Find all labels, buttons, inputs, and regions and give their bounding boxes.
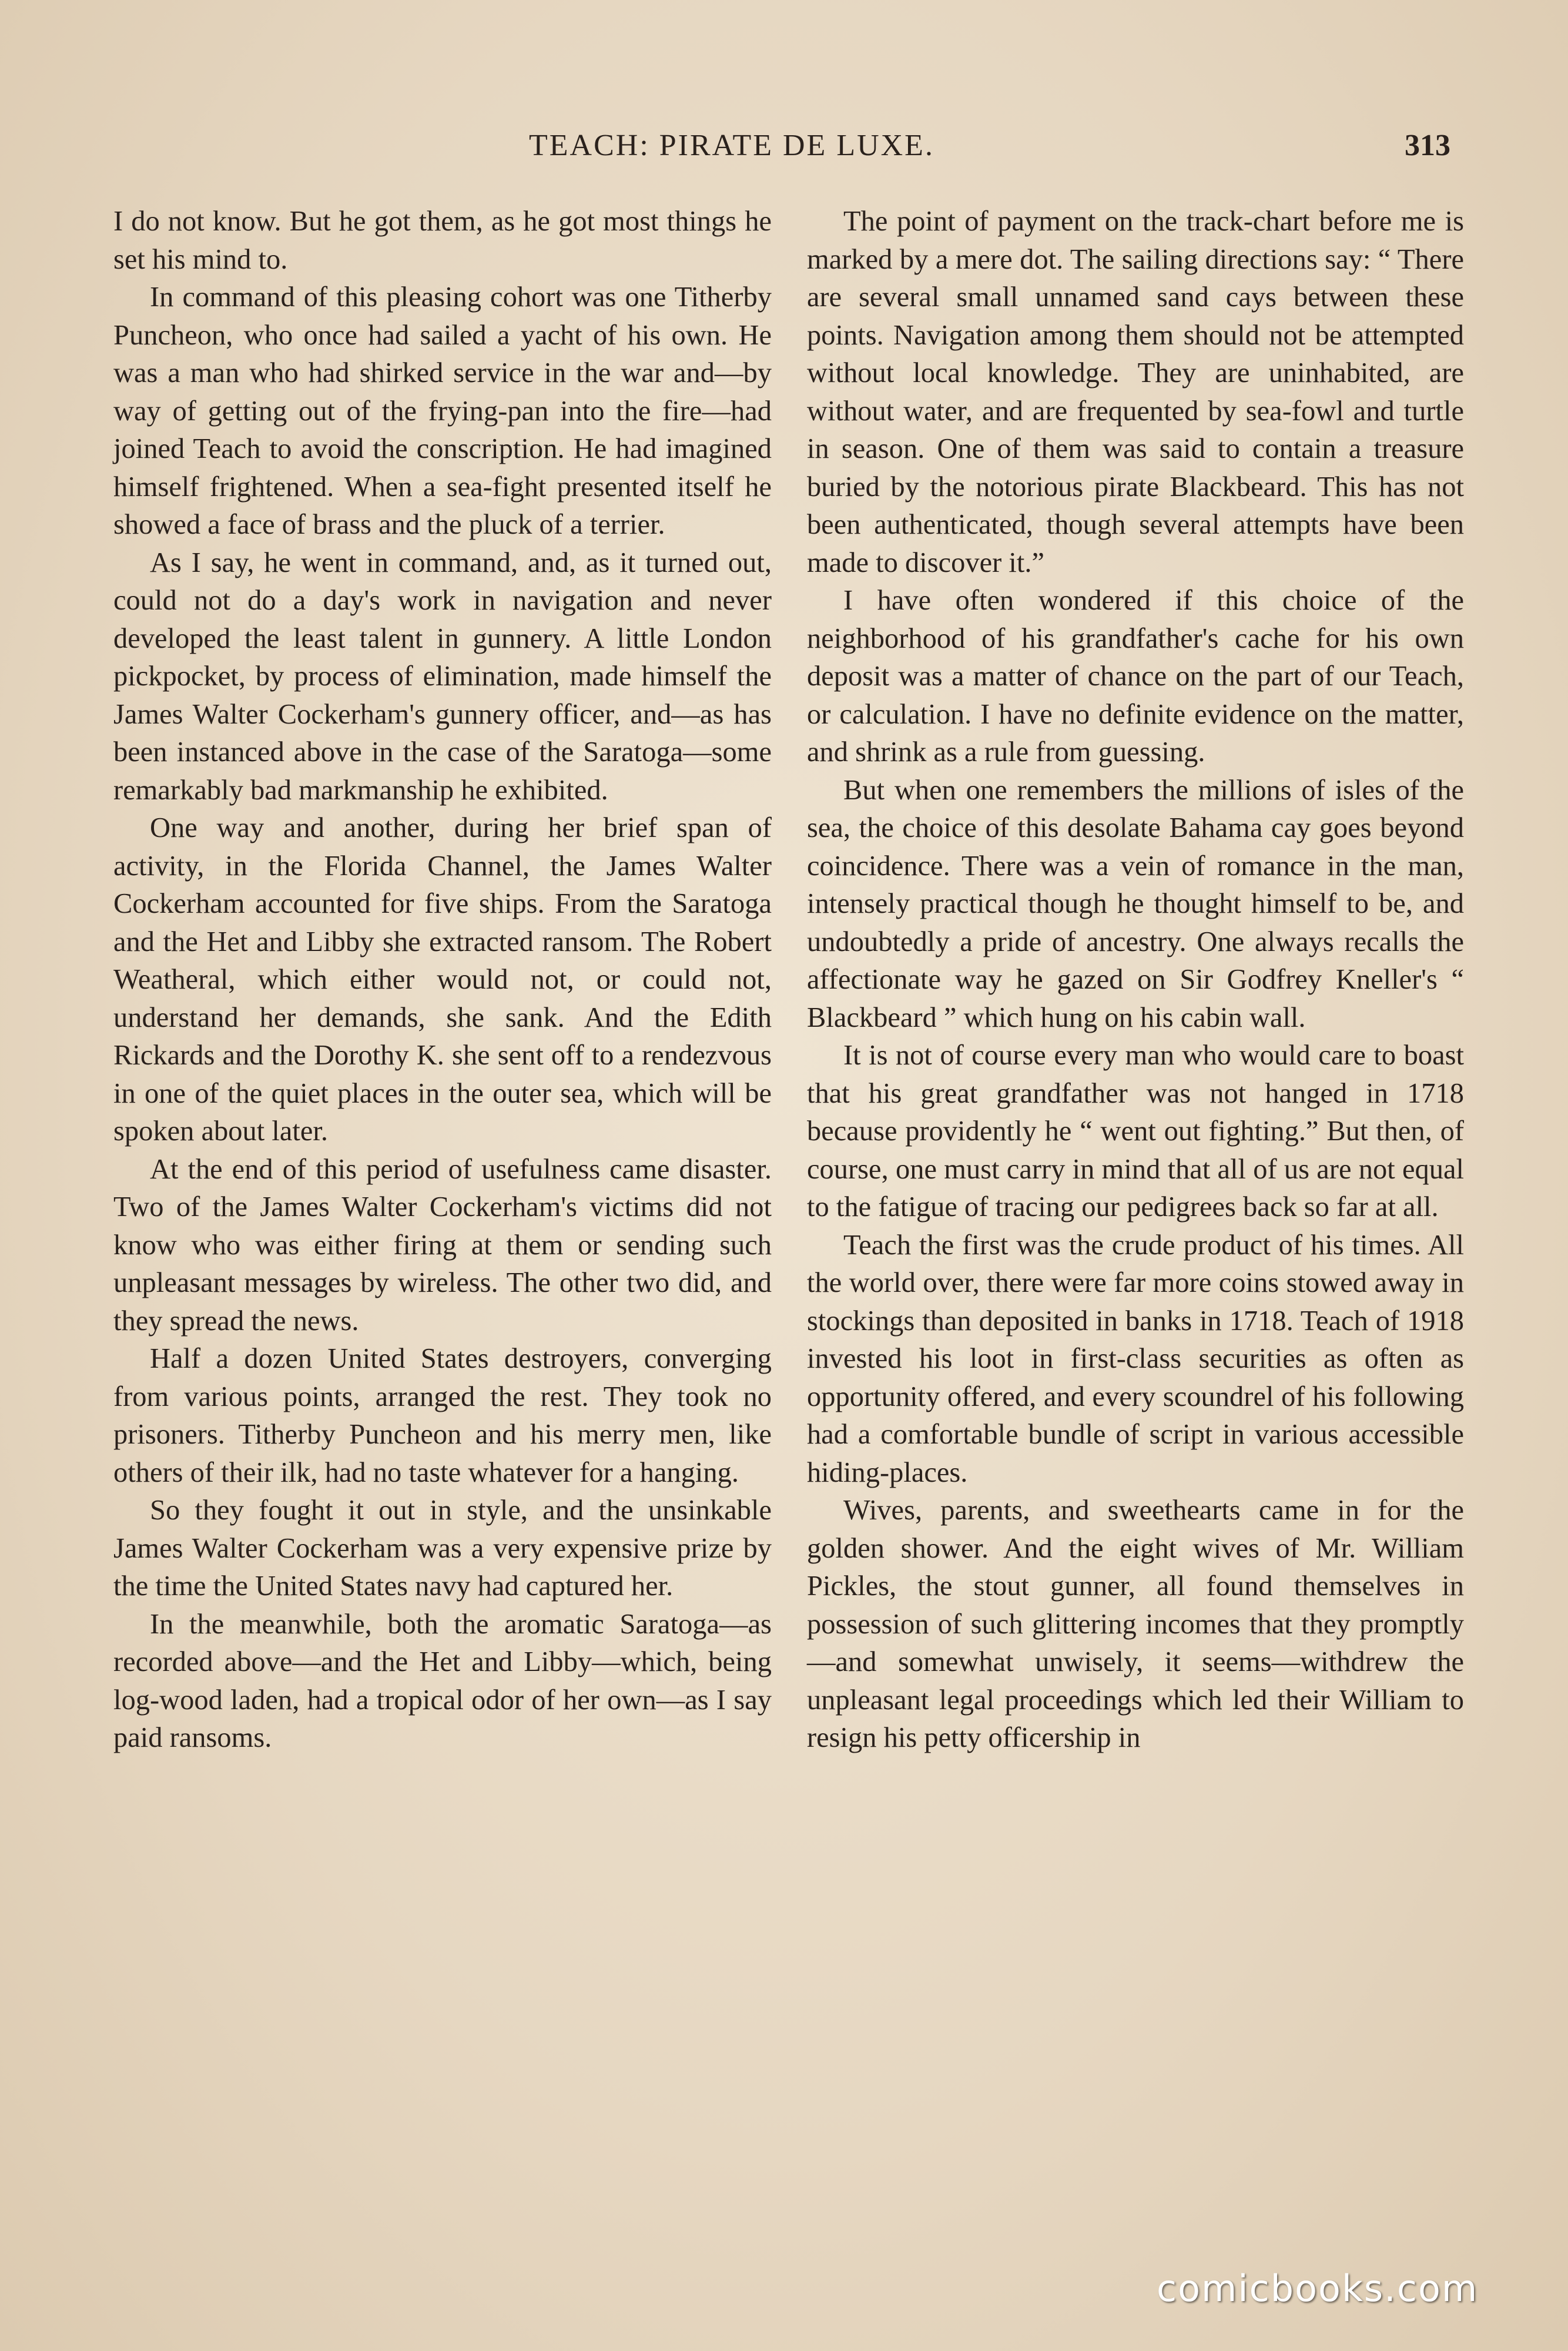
right-column [807,203,1464,1757]
paragraph: At the end of this period of usefulness came disaster. Two of the James Walter Cockerham's victims did not know who was either firing at them or sending such unpleasant messages by wireless. The other two did, and they spread the news. [113,1153,772,1337]
paragraph: Half a dozen United States destroyers, converging from various points, arranged the rest. They took no prisoners. Titherby Puncheon and his merry men, like others of their ilk, had no taste whatever for a hanging. [113,1343,772,1488]
page-number: 313 [1405,129,1450,162]
running-title: TEACH: PIRATE DE LUXE. [529,129,934,162]
paragraph: I have often wondered if this choice of the neighborhood of his grandfather's cache for his own deposit was a matter of chance on the part of our Teach, or calculation. I have no definite evidence on the matter, and shrink as a rule from guessing. [807,585,1464,768]
paragraph: The point of payment on the track-chart before me is marked by a mere dot. The sailing directions say: “ There are several small unnamed sand cays between these points. Navigation among them should not be attempted without local knowledge. They are uninhabited, are without water, and are frequented by sea-fowl and turtle in season. One of them was said to contain a treasure buried by the notorious pirate Blackbeard. This has not been authenticated, though several attempts have been made to discover it.” [807,206,1464,578]
paragraph: In the meanwhile, both the aromatic Saratoga—as recorded above—and the Het and Libby—which, being log-wood laden, had a tropical odor of her own—as I say paid ransoms. [113,1608,772,1753]
left-column [113,203,772,1757]
paragraph: As I say, he went in command, and, as it turned out, could not do a day's work in navigation and never developed the least talent in gunnery. A little London pickpocket, by process of elimination, made himself the James Walter Cockerham's gunnery officer, and—as has been instanced above in the case of the Saratoga—some remarkably bad markmanship he exhibited. [113,547,772,806]
watermark: comicbooks.com [1157,2267,1479,2310]
paragraph: So they fought it out in style, and the unsinkable James Walter Cockerham was a very expensive prize by the time the United States navy had captured her. [113,1495,772,1602]
paragraph: Teach the first was the crude product of his times. All the world over, there were far more coins stowed away in stockings than deposited in banks in 1718. Teach of 1918 invested his loot in first-class securities as often as opportunity offered, and every scoundrel of his following had a comfortable bundle of script in various accessible hiding-places. [807,1229,1464,1488]
paragraph: One way and another, during her brief span of activity, in the Florida Channel, the James Walter Cockerham accounted for five ships. From the Saratoga and the Het and Libby she extracted ransom. The Robert Weatheral, which either would not, or could not, understand her demands, she sank. And the Edith Rickards and the Dorothy K. she sent off to a rendezvous in one of the quiet places in the outer sea, which will be spoken about later. [113,812,772,1147]
paragraph: Wives, parents, and sweethearts came in for the golden shower. And the eight wives of Mr. William Pickles, the stout gunner, all found themselves in possession of such glittering incomes that they promptly—and somewhat unwisely, it seems—withdrew the unpleasant legal proceedings which led their William to resign his petty officership in [807,1495,1464,1753]
paragraph: I do not know. But he got them, as he got most things he set his mind to. [113,206,772,275]
running-header [0,128,1568,181]
paragraph: But when one remembers the millions of isles of the sea, the choice of this desolate Bahama cay goes beyond coincidence. There was a vein of romance in the man, intensely practical though he thought himself to be, and undoubtedly a pride of ancestry. One always recalls the affectionate way he gazed on Sir Godfrey Kneller's “ Blackbeard ” which hung on his cabin wall. [807,774,1464,1033]
paragraph: In command of this pleasing cohort was one Titherby Puncheon, who once had sailed a yacht of his own. He was a man who had shirked service in the war and—by way of getting out of the frying-pan into the fire—had joined Teach to avoid the conscription. He had imagined himself frightened. When a sea-fight presented itself he showed a face of brass and the pluck of a terrier. [113,282,772,540]
paragraph: It is not of course every man who would care to boast that his great grandfather was not hanged in 1718 because providently he “ went out fighting.” But then, of course, one must carry in mind that all of us are not equal to the fatigue of tracing our pedigrees back so far at all. [807,1040,1464,1223]
